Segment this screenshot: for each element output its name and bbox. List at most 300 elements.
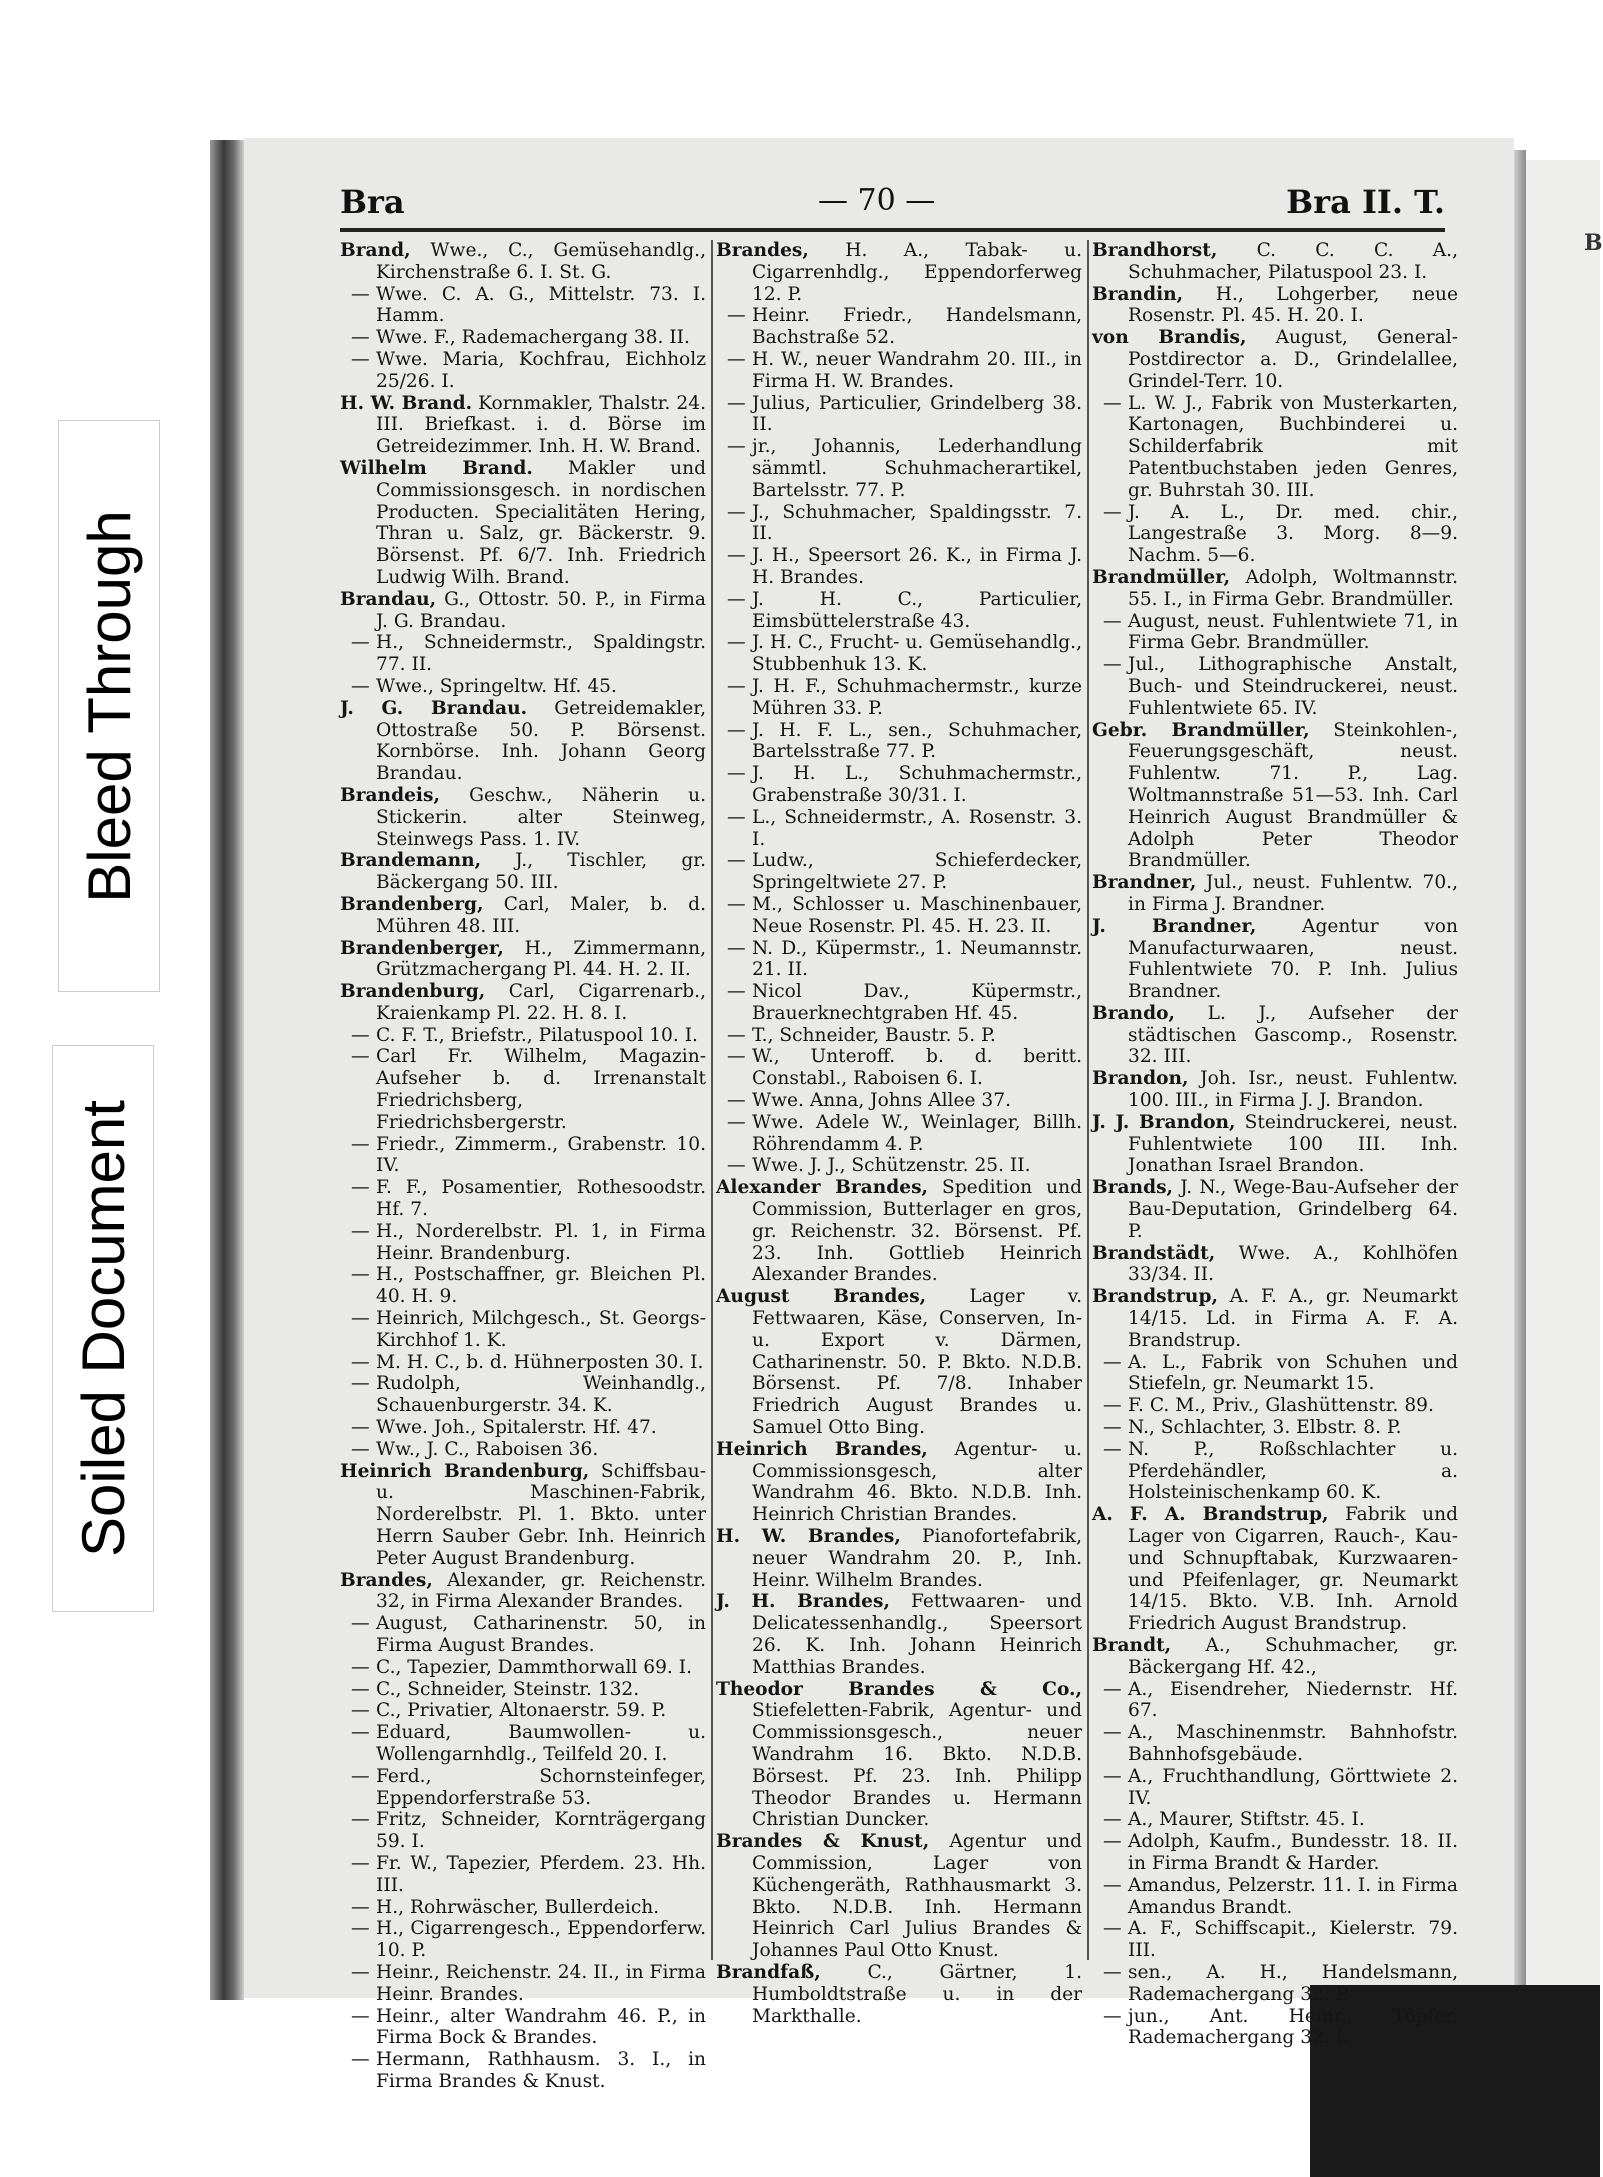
entry-name: A. F. A. Brandstrup, bbox=[1092, 1504, 1329, 1526]
entry-name: Wilhelm Brand. bbox=[340, 457, 533, 479]
entry-text: Ww., J. C., Raboisen 36. bbox=[376, 1438, 599, 1460]
entry-text: J. H. L., Schuhmachermstr., Grabenstraße 30/31. I. bbox=[752, 763, 1082, 806]
entry-text: Stiefeletten-Fabrik, Agentur- und Commissionsgesch., neuer Wandrahm 16. Bkto. N.D.B. Börsest. Pf. 23. Inh. Philipp Theodor Brandes u. Hermann Christian Duncker. bbox=[752, 1700, 1082, 1831]
sub-entry bbox=[716, 1090, 1082, 1112]
entry-name: Brandner, bbox=[1092, 872, 1197, 894]
entry-name: Brandstrup, bbox=[1092, 1286, 1218, 1308]
entry-text: Wwe. J. J., Schützenstr. 25. II. bbox=[752, 1155, 1031, 1177]
entry-text: L. W. J., Fabrik von Musterkarten, Kartonagen, Buchbinderei u. Schilderfabrik mit Patentbuchstaben jeden Genres, gr. Buhrstah 30. III. bbox=[1128, 392, 1458, 501]
repeat-dash: — bbox=[727, 588, 746, 610]
entry-text: Wwe. Maria, Kochfrau, Eichholz 25/26. I. bbox=[376, 348, 706, 392]
sub-entry bbox=[340, 1264, 706, 1308]
sub-entry bbox=[340, 1897, 706, 1919]
directory-entry bbox=[340, 850, 706, 894]
repeat-dash: — bbox=[351, 283, 370, 305]
directory-entry bbox=[1092, 1635, 1458, 1679]
entry-text: A., Schuhmacher, gr. Bäckergang Hf. 42., bbox=[1128, 1635, 1458, 1678]
entry-text: W., Unteroff. b. d. beritt. Constabl., Raboisen 6. I. bbox=[752, 1046, 1082, 1090]
entry-text: C., Privatier, Altonaerstr. 59. P. bbox=[376, 1700, 667, 1722]
sub-entry bbox=[340, 1962, 706, 2006]
repeat-dash: — bbox=[351, 1613, 370, 1635]
header-right-guideword: Bra II. T. bbox=[1286, 183, 1445, 221]
entry-text: Wwe. F., Rademachergang 38. II. bbox=[376, 327, 690, 349]
entry-text: Wwe. A., Kohlhöfen 33/34. II. bbox=[1128, 1242, 1458, 1286]
entry-name: Brandfaß, bbox=[716, 1961, 821, 1983]
sub-entry bbox=[1092, 1352, 1458, 1396]
column-divider bbox=[711, 240, 713, 1960]
entry-name: J. Brandner, bbox=[1092, 915, 1257, 937]
entry-text: H., Zimmermann, Grützmachergang Pl. 44. H. 2. II. bbox=[376, 937, 706, 981]
entry-text: Fettwaaren- und Delicatessenhandlg., Speersort 26. K. Inh. Johann Heinrich Matthias Brandes. bbox=[752, 1591, 1082, 1678]
page-header bbox=[340, 183, 1445, 223]
soiled-document-label bbox=[52, 1045, 154, 1612]
entry-text: Alexander, gr. Reichenstr. 32, in Firma Alexander Brandes. bbox=[376, 1569, 706, 1613]
directory-entry bbox=[340, 698, 706, 785]
repeat-dash: — bbox=[727, 850, 746, 872]
sub-entry bbox=[1092, 2006, 1458, 2050]
repeat-dash: — bbox=[351, 1438, 370, 1460]
entry-text: Kornmakler, Thalstr. 24. III. Briefkast. i. d. Börse im Getreidezimmer. Inh. H. W. Brand. bbox=[376, 392, 706, 458]
entry-text: jr., Johannis, Lederhandlung sämmtl. Schuhmacherartikel, Bartelsstr. 77. P. bbox=[752, 436, 1082, 501]
repeat-dash: — bbox=[1103, 1722, 1122, 1744]
entry-text: August, General-Postdirector a. D., Grindelallee, Grindel-Terr. 10. bbox=[1128, 327, 1458, 392]
sub-entry bbox=[340, 1046, 706, 1133]
entry-name: Brandemann, bbox=[340, 850, 482, 872]
directory-entry bbox=[340, 1570, 706, 1614]
entry-text: Wwe., C., Gemüsehandlg., Kirchenstraße 6. I. St. G. bbox=[376, 240, 706, 283]
repeat-dash: — bbox=[727, 501, 746, 523]
entry-text: Heinrich, Milchgesch., St. Georgs-Kirchhof 1. K. bbox=[376, 1308, 706, 1351]
repeat-dash: — bbox=[727, 392, 746, 414]
sub-entry bbox=[716, 1046, 1082, 1090]
repeat-dash: — bbox=[727, 348, 746, 370]
sub-entry bbox=[340, 1722, 706, 1766]
entry-text: L. J., Aufseher der städtischen Gascomp., Rosenstr. 32. III. bbox=[1128, 1002, 1459, 1068]
entry-text: A. L., Fabrik von Schuhen und Stiefeln, gr. Neumarkt 15. bbox=[1128, 1351, 1458, 1395]
repeat-dash: — bbox=[1103, 1351, 1122, 1373]
entry-text: Carl Fr. Wilhelm, Magazin-Aufseher b. d. Irrenanstalt Friedrichsberg, Friedrichsbergerstr. bbox=[376, 1046, 706, 1133]
entry-text: Steindruckerei, neust. Fuhlentwiete 100 III. Inh. Jonathan Israel Brandon. bbox=[1128, 1111, 1458, 1177]
sub-entry bbox=[340, 1373, 706, 1417]
entry-text: Joh. Isr., neust. Fuhlentw. 100. III., in Firma J. J. Brandon. bbox=[1128, 1068, 1458, 1112]
repeat-dash: — bbox=[1103, 501, 1122, 523]
repeat-dash: — bbox=[727, 1090, 746, 1112]
bleed-through-label bbox=[58, 420, 160, 992]
repeat-dash: — bbox=[351, 1351, 370, 1373]
sub-entry bbox=[1092, 1831, 1458, 1875]
entry-text: C., Gärtner, 1. Humboldtstraße u. in der Markthalle. bbox=[752, 1961, 1082, 2027]
entry-name: J. G. Brandau. bbox=[340, 697, 528, 719]
repeat-dash: — bbox=[351, 1678, 370, 1700]
entry-name: Theodor Brandes & Co., bbox=[716, 1678, 1082, 1700]
entry-text: G., Ottostr. 50. P., in Firma J. G. Brandau. bbox=[376, 588, 706, 632]
repeat-dash: — bbox=[351, 1024, 370, 1046]
entry-text: J. H. C., Frucht- u. Gemüsehandlg., Stubbenhuk 13. K. bbox=[752, 632, 1082, 676]
sub-entry bbox=[1092, 1809, 1458, 1831]
entry-text: J. H. F. L., sen., Schuhmacher, Bartelsstraße 77. P. bbox=[752, 719, 1082, 763]
directory-entry bbox=[1092, 916, 1458, 1003]
entry-text: Nicol Dav., Küpermstr., Brauerknechtgraben Hf. 45. bbox=[752, 981, 1082, 1024]
directory-entry bbox=[1092, 1177, 1458, 1242]
repeat-dash: — bbox=[1103, 392, 1122, 414]
entry-name: Brando, bbox=[1092, 1002, 1175, 1024]
sub-entry bbox=[716, 589, 1082, 633]
entry-text: Hermann, Rathhausm. 3. I., in Firma Brandes & Knust. bbox=[376, 2049, 706, 2092]
repeat-dash: — bbox=[351, 1765, 370, 1787]
entry-name: Brandt, bbox=[1092, 1635, 1172, 1656]
page-number: — 70 — bbox=[818, 183, 936, 218]
sub-entry bbox=[716, 1155, 1082, 1177]
repeat-dash: — bbox=[727, 1024, 746, 1046]
sub-entry bbox=[716, 763, 1082, 807]
entry-name: Brandes, bbox=[340, 1569, 433, 1591]
repeat-dash: — bbox=[1103, 1417, 1122, 1439]
sub-entry bbox=[340, 1700, 706, 1722]
sub-entry bbox=[716, 436, 1082, 501]
directory-entry bbox=[716, 1591, 1082, 1678]
repeat-dash: — bbox=[727, 305, 746, 327]
sub-entry bbox=[340, 1766, 706, 1810]
directory-entry bbox=[716, 1177, 1082, 1286]
entry-text: J. H., Speersort 26. K., in Firma J. H. Brandes. bbox=[752, 545, 1082, 588]
repeat-dash: — bbox=[351, 1722, 370, 1744]
repeat-dash: — bbox=[727, 719, 746, 741]
sub-entry bbox=[1092, 1722, 1458, 1766]
sub-entry bbox=[1092, 393, 1458, 502]
repeat-dash: — bbox=[351, 1417, 370, 1439]
repeat-dash: — bbox=[351, 1046, 370, 1068]
entry-text: M., Schlosser u. Maschinenbauer, Neue Rosenstr. Pl. 45. H. 23. II. bbox=[752, 893, 1082, 937]
repeat-dash: — bbox=[351, 2005, 370, 2027]
column-divider bbox=[1087, 240, 1089, 1960]
sub-entry bbox=[1092, 1395, 1458, 1417]
directory-entry bbox=[1092, 1504, 1458, 1635]
entry-text: H. W., neuer Wandrahm 20. III., in Firma H. W. Brandes. bbox=[752, 348, 1082, 392]
sub-entry bbox=[716, 894, 1082, 938]
entry-text: Wwe. Adele W., Weinlager, Billh. Röhrendamm 4. P. bbox=[752, 1111, 1082, 1155]
repeat-dash: — bbox=[351, 1852, 370, 1874]
entry-text: sen., A. H., Handelsmann, Rademachergang 32. P. bbox=[1128, 1961, 1458, 2005]
entry-name: H. W. Brand. bbox=[340, 392, 473, 414]
repeat-dash: — bbox=[727, 632, 746, 654]
entry-text: C. F. T., Briefstr., Pilatuspool 10. I. bbox=[376, 1024, 698, 1046]
sub-entry bbox=[340, 2049, 706, 2093]
sub-entry bbox=[716, 305, 1082, 349]
directory-entry bbox=[1092, 1112, 1458, 1177]
entry-text: Jul., Lithographische Anstalt, Buch- und Steindruckerei, neust. Fuhlentwiete 65. IV. bbox=[1128, 654, 1458, 719]
entry-text: Adolph, Woltmannstr. 55. I., in Firma Gebr. Brandmüller. bbox=[1128, 566, 1458, 610]
entry-text: A. F., Schiffscapit., Kielerstr. 79. III. bbox=[1128, 1918, 1458, 1962]
sub-entry bbox=[1092, 1875, 1458, 1919]
repeat-dash: — bbox=[351, 1177, 370, 1199]
sub-entry bbox=[716, 807, 1082, 851]
repeat-dash: — bbox=[351, 327, 370, 349]
entry-text: Jul., neust. Fuhlentw. 70., in Firma J. Brandner. bbox=[1128, 872, 1458, 915]
entry-text: Eduard, Baumwollen- u. Wollengarnhdlg., Teilfeld 20. I. bbox=[376, 1722, 706, 1765]
directory-entry bbox=[716, 240, 1082, 305]
repeat-dash: — bbox=[727, 1155, 746, 1177]
entry-name: Brandenburg, bbox=[340, 981, 486, 1003]
directory-entry bbox=[716, 1962, 1082, 2027]
sub-entry bbox=[716, 632, 1082, 676]
repeat-dash: — bbox=[1103, 1809, 1122, 1831]
directory-entry bbox=[340, 393, 706, 458]
entry-text: A., Fruchthandlung, Görttwiete 2. IV. bbox=[1128, 1765, 1458, 1809]
entry-text: Carl, Maler, b. d. Mühren 48. III. bbox=[376, 893, 706, 937]
entry-text: A. F. A., gr. Neumarkt 14/15. Ld. in Firma A. F. A. Brandstrup. bbox=[1128, 1286, 1458, 1351]
entry-text: H. A., Tabak- u. Cigarrenhdlg., Eppendorferweg 12. P. bbox=[752, 240, 1082, 305]
directory-entry bbox=[340, 589, 706, 633]
entry-text: J. A. L., Dr. med. chir., Langestraße 3. Morg. 8—9. Nachm. 5—6. bbox=[1128, 501, 1458, 567]
directory-entry bbox=[716, 1526, 1082, 1591]
sub-entry bbox=[1092, 1417, 1458, 1439]
directory-entry bbox=[340, 981, 706, 1025]
directory-entry bbox=[1092, 327, 1458, 392]
entry-text: H., Schneidermstr., Spaldingstr. 77. II. bbox=[376, 632, 706, 676]
entry-text: Agentur von Manufacturwaaren, neust. Fuhlentwiete 70. P. Inh. Julius Brandner. bbox=[1128, 915, 1458, 1003]
entry-text: jun., Ant. Heinr., Töpfer, Rademachergang 32. I. bbox=[1128, 2005, 1458, 2049]
sub-entry bbox=[716, 545, 1082, 589]
sub-entry bbox=[340, 1308, 706, 1352]
repeat-dash: — bbox=[1103, 1678, 1122, 1700]
sub-entry bbox=[1092, 1962, 1458, 2006]
sub-entry bbox=[340, 676, 706, 698]
sub-entry bbox=[340, 1853, 706, 1897]
directory-entry bbox=[1092, 1286, 1458, 1351]
entry-name: Alexander Brandes, bbox=[716, 1177, 929, 1199]
entry-text: Julius, Particulier, Grindelberg 38. II. bbox=[752, 392, 1082, 436]
entry-name: Brandeis, bbox=[340, 784, 440, 806]
entry-text: Spedition und Commission, Butterlager en gros, gr. Reichenstr. 32. Börsenst. Pf. 23. Inh. Gottlieb Heinrich Alexander Brandes. bbox=[752, 1177, 1082, 1286]
sub-entry bbox=[716, 349, 1082, 393]
entry-name: Brandhorst, bbox=[1092, 240, 1218, 261]
directory-entry bbox=[1092, 1243, 1458, 1287]
entry-name: Brandstädt, bbox=[1092, 1242, 1216, 1264]
entry-text: Lager v. Fettwaaren, Käse, Conserven, In- u. Export v. Därmen, Catharinenstr. 50. P. Bkto. N.D.B. Börsenst. Pf. 7/8. Inhaber Friedrich August Brandes u. Samuel Otto Bing. bbox=[752, 1286, 1082, 1439]
entry-text: Ferd., Schornsteinfeger, Eppendorferstraße 53. bbox=[376, 1765, 706, 1809]
repeat-dash: — bbox=[727, 981, 746, 1003]
directory-entry bbox=[1092, 240, 1458, 284]
repeat-dash: — bbox=[351, 1809, 370, 1831]
entry-text: A., Maurer, Stiftstr. 45. I. bbox=[1128, 1809, 1365, 1831]
header-rule bbox=[340, 228, 1445, 232]
repeat-dash: — bbox=[727, 806, 746, 828]
sub-entry bbox=[716, 1112, 1082, 1156]
repeat-dash: — bbox=[351, 1264, 370, 1286]
sub-entry bbox=[1092, 1679, 1458, 1723]
sub-entry bbox=[716, 502, 1082, 546]
entry-name: Brandmüller, bbox=[1092, 566, 1231, 588]
directory-entry bbox=[716, 1439, 1082, 1526]
repeat-dash: — bbox=[727, 1046, 746, 1068]
entry-text: Ludw., Schieferdecker, Springeltwiete 27. P. bbox=[752, 850, 1082, 894]
repeat-dash: — bbox=[727, 1111, 746, 1133]
entry-name: Brandau, bbox=[340, 588, 437, 610]
sub-entry bbox=[1092, 654, 1458, 719]
directory-entry bbox=[716, 1286, 1082, 1439]
entry-text: Heinr. Friedr., Handelsmann, Bachstraße 52. bbox=[752, 305, 1082, 349]
directory-entry bbox=[340, 785, 706, 850]
repeat-dash: — bbox=[351, 1133, 370, 1155]
sub-entry bbox=[716, 938, 1082, 982]
entry-name: Brandenberger, bbox=[340, 937, 504, 959]
sub-entry bbox=[716, 1025, 1082, 1047]
entry-text: Agentur und Commission, Lager von Küchengeräth, Rathhausmarkt 3. Bkto. N.D.B. Inh. Hermann Heinrich Carl Julius Brandes & Johannes Paul Otto Knust. bbox=[752, 1831, 1082, 1962]
directory-entry bbox=[340, 938, 706, 982]
entry-text: N. D., Küpermstr., 1. Neumannstr. 21. II. bbox=[752, 937, 1082, 981]
entry-name: Brandes, bbox=[716, 240, 809, 261]
next-page-letter: B bbox=[1584, 230, 1603, 256]
repeat-dash: — bbox=[351, 632, 370, 654]
directory-entry bbox=[1092, 872, 1458, 916]
entry-text: C., Tapezier, Dammthorwall 69. I. bbox=[376, 1656, 692, 1678]
entry-text: Wwe. Joh., Spitalerstr. Hf. 47. bbox=[376, 1417, 657, 1439]
sub-entry bbox=[340, 1679, 706, 1701]
entry-text: A., Maschinenmstr. Bahnhofstr. Bahnhofsgebäude. bbox=[1128, 1722, 1458, 1765]
entry-text: Wwe. C. A. G., Mittelstr. 73. I. Hamm. bbox=[376, 283, 706, 327]
entry-name: J. H. Brandes, bbox=[716, 1591, 890, 1613]
sub-entry bbox=[1092, 611, 1458, 655]
entry-text: August, Catharinenstr. 50, in Firma August Brandes. bbox=[376, 1613, 706, 1656]
directory-entry bbox=[1092, 567, 1458, 611]
repeat-dash: — bbox=[351, 1656, 370, 1678]
entry-text: Wwe. Anna, Johns Allee 37. bbox=[752, 1090, 1011, 1112]
repeat-dash: — bbox=[1103, 1874, 1122, 1896]
entry-text: Heinr., Reichenstr. 24. II., in Firma Heinr. Brandes. bbox=[376, 1961, 706, 2005]
entry-text: J. H. C., Particulier, Eimsbüttelerstraße 43. bbox=[752, 588, 1082, 632]
repeat-dash: — bbox=[351, 2049, 370, 2071]
entry-text: Rudolph, Weinhandlg., Schauenburgerstr. 34. K. bbox=[376, 1373, 706, 1417]
entry-name: H. W. Brandes, bbox=[716, 1526, 901, 1548]
entry-name: Brandenberg, bbox=[340, 893, 484, 915]
entry-text: J. N., Wege-Bau-Aufseher der Bau-Deputation, Grindelberg 64. P. bbox=[1128, 1177, 1458, 1242]
repeat-dash: — bbox=[351, 348, 370, 370]
directory-entry bbox=[1092, 284, 1458, 328]
sub-entry bbox=[340, 1025, 706, 1047]
entry-text: Fr. W., Tapezier, Pferdem. 23. Hh. III. bbox=[376, 1852, 706, 1896]
sub-entry bbox=[340, 1439, 706, 1461]
book-spine bbox=[210, 140, 244, 2000]
repeat-dash: — bbox=[727, 436, 746, 458]
repeat-dash: — bbox=[1103, 654, 1122, 676]
page-edge bbox=[1514, 150, 1526, 1990]
entry-text: H., Rohrwäscher, Bullerdeich. bbox=[376, 1896, 660, 1918]
repeat-dash: — bbox=[351, 1373, 370, 1395]
repeat-dash: — bbox=[351, 1220, 370, 1242]
directory-entry bbox=[716, 1831, 1082, 1962]
entry-text: T., Schneider, Baustr. 5. P. bbox=[752, 1024, 996, 1046]
sub-entry bbox=[340, 632, 706, 676]
entry-text: C., Schneider, Steinstr. 132. bbox=[376, 1678, 640, 1700]
repeat-dash: — bbox=[351, 1308, 370, 1330]
sub-entry bbox=[340, 1177, 706, 1221]
soiled-document-text: Soiled Document bbox=[69, 1100, 137, 1557]
sub-entry bbox=[1092, 1439, 1458, 1504]
entry-name: August Brandes, bbox=[716, 1286, 927, 1308]
entry-text: M. H. C., b. d. Hühnerposten 30. I. bbox=[376, 1351, 704, 1373]
entry-name: Heinrich Brandenburg, bbox=[340, 1460, 590, 1482]
entry-text: H., Cigarrengesch., Eppendorferw. 10. P. bbox=[376, 1918, 706, 1962]
repeat-dash: — bbox=[1103, 1765, 1122, 1787]
directory-entry bbox=[1092, 1003, 1458, 1068]
sub-entry bbox=[340, 284, 706, 328]
repeat-dash: — bbox=[351, 675, 370, 697]
entry-name: Brandon, bbox=[1092, 1068, 1189, 1090]
entry-text: Steinkohlen-, Feuerungsgeschäft, neust. Fuhlentw. 71. P., Lag. Woltmannstraße 51—53. Inh. Carl Heinrich August Brandmüller & Adolph Peter Theodor Brandmüller. bbox=[1128, 719, 1458, 872]
entry-text: Fabrik und Lager von Cigarren, Rauch-, Kau- und Schnupftabak, Kurzwaaren- und Pfeifenlager, gr. Neumarkt 14/15. Bkto. V.B. Inh. Arnold Friedrich August Brandstrup. bbox=[1128, 1504, 1458, 1635]
entry-text: L., Schneidermstr., A. Rosenstr. 3. I. bbox=[752, 806, 1082, 850]
directory-entry bbox=[340, 894, 706, 938]
entry-text: Agentur- u. Commissionsgesch, alter Wandrahm 46. Bkto. N.D.B. Inh. Heinrich Christian Brandes. bbox=[752, 1438, 1082, 1526]
entry-text: August, neust. Fuhlentwiete 71, in Firma Gebr. Brandmüller. bbox=[1128, 610, 1458, 654]
entry-text: Pianofortefabrik, neuer Wandrahm 20. P., Inh. Heinr. Wilhelm Brandes. bbox=[752, 1526, 1082, 1591]
entry-text: N. P., Roßschlachter u. Pferdehändler, a. Holsteinischenkamp 60. K. bbox=[1128, 1438, 1458, 1504]
repeat-dash: — bbox=[727, 893, 746, 915]
entry-name: Gebr. Brandmüller, bbox=[1092, 719, 1310, 741]
sub-entry bbox=[340, 1613, 706, 1657]
next-page-strip bbox=[1526, 160, 1600, 1990]
sub-entry bbox=[716, 676, 1082, 720]
entry-name: Heinrich Brandes, bbox=[716, 1438, 928, 1460]
entry-text: Wwe., Springeltw. Hf. 45. bbox=[376, 675, 617, 697]
entry-text: Adolph, Kaufm., Bundesstr. 18. II. in Firma Brandt & Harder. bbox=[1128, 1831, 1458, 1874]
entry-text: Getreidemakler, Ottostraße 50. P. Börsenst. Kornbörse. Inh. Johann Georg Brandau. bbox=[376, 697, 706, 785]
directory-entry bbox=[1092, 1068, 1458, 1112]
directory-entry bbox=[716, 1679, 1082, 1832]
entry-text: N., Schlachter, 3. Elbstr. 8. P. bbox=[1128, 1417, 1402, 1439]
directory-column-2 bbox=[716, 240, 1082, 2027]
directory-entry bbox=[340, 240, 706, 284]
entry-name: J. J. Brandon, bbox=[1092, 1111, 1236, 1133]
repeat-dash: — bbox=[1103, 1961, 1122, 1983]
repeat-dash: — bbox=[351, 1918, 370, 1940]
entry-text: A., Eisendreher, Niedernstr. Hf. 67. bbox=[1128, 1678, 1458, 1722]
sub-entry bbox=[340, 327, 706, 349]
directory-entry bbox=[340, 1461, 706, 1570]
sub-entry bbox=[340, 1352, 706, 1374]
repeat-dash: — bbox=[1103, 1831, 1122, 1853]
sub-entry bbox=[340, 1221, 706, 1265]
entry-text: H., Lohgerber, neue Rosenstr. Pl. 45. H. 20. I. bbox=[1128, 283, 1458, 327]
scan-background-top bbox=[0, 0, 1600, 135]
sub-entry bbox=[340, 349, 706, 393]
entry-text: Makler und Commissionsgesch. in nordischen Producten. Specialitäten Hering, Thran u. Salz, gr. Bäckerstr. 9. Börsenst. Pf. 6/7. Inh. Friedrich Ludwig Wilh. Brand. bbox=[376, 457, 706, 588]
entry-name: Brands, bbox=[1092, 1177, 1174, 1199]
bleed-through-text: Bleed Through bbox=[75, 509, 143, 903]
sub-entry bbox=[340, 1918, 706, 1962]
entry-text: Fritz, Schneider, Kornträgergang 59. I. bbox=[376, 1809, 706, 1853]
directory-column-1 bbox=[340, 240, 706, 2093]
entry-text: C. C. C. A., Schuhmacher, Pilatuspool 23. I. bbox=[1128, 240, 1458, 283]
sub-entry bbox=[1092, 1918, 1458, 1962]
entry-text: F. F., Posamentier, Rothesoodstr. Hf. 7. bbox=[376, 1177, 706, 1221]
directory-entry bbox=[340, 458, 706, 589]
sub-entry bbox=[716, 393, 1082, 437]
entry-text: H., Postschaffner, gr. Bleichen Pl. 40. H. 9. bbox=[376, 1264, 706, 1308]
repeat-dash: — bbox=[1103, 2005, 1122, 2027]
sub-entry bbox=[716, 981, 1082, 1025]
directory-column-3 bbox=[1092, 240, 1458, 2049]
directory-entry bbox=[1092, 720, 1458, 873]
entry-text: J., Schuhmacher, Spaldingsstr. 7. II. bbox=[752, 501, 1082, 545]
sub-entry bbox=[340, 1134, 706, 1178]
sub-entry bbox=[716, 720, 1082, 764]
sub-entry bbox=[716, 850, 1082, 894]
header-left-guideword: Bra bbox=[340, 183, 405, 221]
sub-entry bbox=[1092, 1766, 1458, 1810]
entry-name: Brand, bbox=[340, 240, 411, 261]
entry-text: J., Tischler, gr. Bäckergang 50. III. bbox=[376, 850, 706, 894]
